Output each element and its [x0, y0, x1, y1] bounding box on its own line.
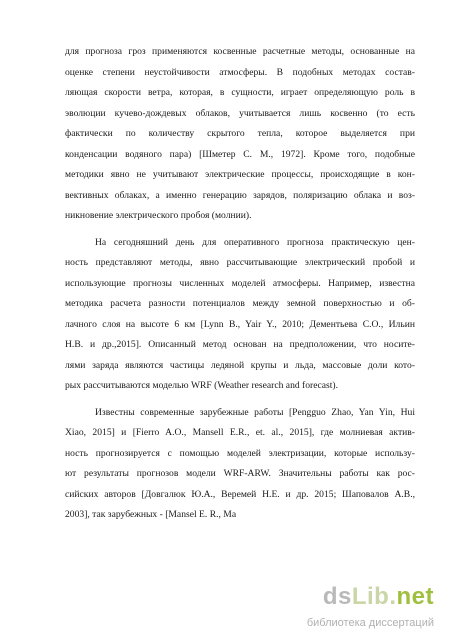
- text-line: На сегодняшний день для оперативного прогноза практическую цен-: [95, 236, 415, 248]
- text-line: оценке степени неустойчивости атмосферы. В подобных методах состав-: [65, 66, 415, 78]
- text-line: методика расчета разности потенциалов между земной поверхностью и об-: [65, 298, 415, 309]
- text-line: ляющая скорости ветра, которая, в сущности, играет определяющую роль в: [65, 87, 415, 98]
- text-line: фактически по количеству скрытого тепла, которое выделяется при: [65, 128, 415, 139]
- document-body: [65, 42, 415, 526]
- watermark-subtitle: библиотека диссертаций: [306, 617, 434, 629]
- text-line: использующие прогнозы численных моделей атмосферы. Например, известна: [65, 277, 415, 289]
- text-line: ность представляют методы, явно рассчитывающие электрический пробой и: [65, 257, 415, 268]
- watermark: [250, 583, 440, 629]
- text-line: вективных облаках, а именно генерацию зарядов, поляризацию облака и воз-: [65, 189, 415, 201]
- paragraph: [65, 403, 415, 526]
- text-line: Xiao, 2015] и [Fierro A.O., Mansell E.R., et. al., 2015], где молниевая актив-: [65, 427, 415, 438]
- text-line: методики явно не учитывают электрические процессы, происходящие в кон-: [65, 169, 415, 180]
- text-line: лями заряда являются частицы ледяной крупы и льда, массовые доли кото-: [65, 359, 415, 371]
- dslib-logo: dsLib.net: [322, 583, 434, 610]
- text-line: конденсации водяного пара) [Шметер С. М., 1972]. Кроме того, подобные: [65, 148, 415, 160]
- text-line: Известны современные зарубежные работы [Pengguo Zhao, Yan Yin, Hui: [95, 406, 415, 418]
- text-line: эволюции кучево-дождевых облаков, учитывается лишь косвенно (то есть: [65, 107, 415, 119]
- paragraph: [65, 42, 415, 227]
- text-line: 2003], так зарубежных - [Mansel E. R., Ma: [65, 509, 237, 520]
- paragraph: [65, 233, 415, 397]
- text-line: рых рассчитываются моделью WRF (Weather research and forecast).: [65, 380, 339, 391]
- text-line: Н.В. и др.,2015]. Описанный метод основан на предположении, что носите-: [65, 339, 415, 350]
- text-line: для прогноза гроз применяются косвенные расчетные методы, основанные на: [65, 46, 415, 57]
- text-line: ность прогнозируется с помощью моделей электризации, которые использу-: [65, 447, 415, 459]
- text-line: никновение электрического пробоя (молнии).: [65, 210, 252, 221]
- text-line: ют результаты прогнозов модели WRF-ARW. Значительны работы как рос-: [65, 468, 415, 479]
- text-line: сийских авторов [Довгалюк Ю.А., Веремей Н.Е. и др. 2015; Шаповалов А.В.,: [65, 488, 415, 500]
- text-line: лачного слоя на высоте 6 км [Lynn B., Yair Y., 2010; Дементьева С.О., Ильин: [65, 318, 415, 330]
